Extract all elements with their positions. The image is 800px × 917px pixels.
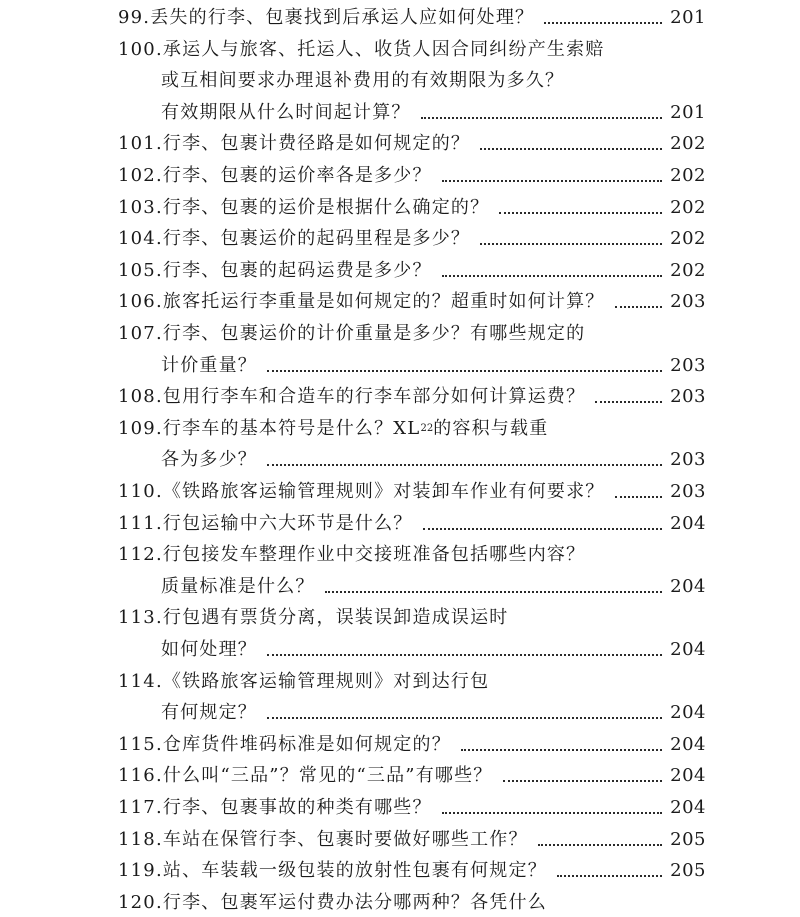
- entry-title: 包用行李车和合造车的行李车部分如何计算运费？: [162, 386, 586, 408]
- toc-entry: [118, 508, 706, 536]
- entry-number: 120.: [118, 891, 163, 913]
- toc-entry: [118, 223, 706, 251]
- entry-title: 行包运输中六大环节是什么？: [162, 512, 413, 534]
- toc-entry: [118, 760, 706, 788]
- entry-number: 117.: [118, 797, 163, 818]
- entry-title: 质量标准是什么？: [161, 575, 315, 597]
- entry-title: 《铁路旅客运输管理规则》对到达行包: [162, 670, 490, 692]
- toc-entry: [118, 476, 706, 504]
- entry-title: 行李、包裹的运价率各是多少？: [162, 165, 432, 186]
- entry-title-rest: 的容积与载重: [433, 417, 549, 439]
- toc-entry: [118, 2, 706, 30]
- toc-entry: [118, 887, 706, 915]
- page-number: 203: [670, 291, 706, 313]
- toc-entry: [118, 381, 706, 409]
- toc-entry: [118, 318, 706, 346]
- toc-entry-continuation: [161, 571, 706, 599]
- toc-entry: [118, 855, 706, 883]
- entry-title: 什么叫“三品”？常见的“三品”有哪些？: [162, 765, 493, 787]
- entry-number: 101.: [118, 133, 163, 155]
- dot-leader: [267, 716, 662, 719]
- page-number: 204: [670, 765, 706, 787]
- page-number: 203: [670, 386, 706, 408]
- entry-number: 114.: [118, 670, 163, 692]
- dot-leader: [267, 653, 662, 656]
- toc-entry-continuation: [161, 350, 706, 378]
- entry-number: 119.: [118, 860, 163, 882]
- entry-title: 行李、包裹计费径路是如何规定的？: [162, 133, 471, 155]
- page-number: 202: [670, 259, 706, 281]
- toc-entry: [118, 666, 706, 694]
- entry-title: 行李、包裹军运付费办法分哪两种？各凭什么: [162, 891, 547, 913]
- dot-leader: [267, 369, 662, 372]
- entry-number: 103.: [118, 196, 163, 218]
- toc-entry-continuation: [161, 697, 706, 725]
- page-number: 203: [670, 449, 706, 471]
- page-number: 203: [670, 481, 706, 502]
- toc-entry: [118, 729, 706, 757]
- entry-title: 行李、包裹运价的计价重量是多少？有哪些规定的: [162, 323, 586, 344]
- entry-number: 100.: [118, 38, 163, 60]
- page-number: 202: [670, 165, 706, 186]
- entry-number: 112.: [118, 544, 163, 566]
- subscript: 22: [420, 422, 434, 434]
- toc-entry: [118, 128, 706, 156]
- entry-title: 如何处理？: [161, 639, 257, 660]
- dot-leader: [480, 147, 662, 150]
- dot-leader: [557, 874, 662, 877]
- entry-title: 承运人与旅客、托运人、收货人因合同纠纷产生索赔: [162, 38, 605, 60]
- page-number: 204: [670, 733, 706, 755]
- entry-title: 行包接发车整理作业中交接班准备包括哪些内容？: [162, 544, 586, 566]
- toc-entry: [118, 286, 706, 314]
- entry-number: 113.: [118, 607, 163, 629]
- entry-number: 118.: [118, 828, 163, 850]
- dot-leader: [615, 495, 663, 498]
- dot-leader: [538, 843, 662, 846]
- dot-leader: [423, 527, 663, 530]
- entry-title: 站、车装载一级包装的放射性包裹有何规定？: [162, 860, 547, 882]
- page-number: 202: [670, 196, 706, 218]
- entry-title: 行李、包裹的运价是根据什么确定的？: [162, 196, 490, 218]
- dot-leader: [461, 748, 662, 751]
- toc-entry: [118, 34, 706, 62]
- entry-number: 105.: [118, 259, 163, 281]
- entry-title: 丢失的行李、包裹找到后承运人应如何处理？: [150, 7, 535, 28]
- page-number: 204: [670, 512, 706, 534]
- toc-entry-continuation: [161, 65, 706, 93]
- page-number: 204: [670, 702, 706, 724]
- toc-entry: [118, 792, 706, 820]
- toc-entry: [118, 824, 706, 852]
- entry-title: 旅客托运行李重量是如何规定的？超重时如何计算？: [162, 291, 605, 313]
- entry-title: 有效期限从什么时间起计算？: [161, 101, 411, 123]
- entry-number: 109.: [118, 417, 163, 439]
- dot-leader: [503, 779, 663, 782]
- dot-leader: [615, 305, 663, 308]
- entry-title: 或互相间要求办理退补费用的有效期限为多久？: [161, 70, 565, 92]
- page-number: 205: [670, 828, 706, 850]
- entry-title: 行李、包裹事故的种类有哪些？: [162, 797, 432, 818]
- dot-leader: [544, 21, 662, 24]
- entry-number: 106.: [118, 291, 163, 313]
- dot-leader: [442, 179, 662, 182]
- dot-leader: [442, 811, 662, 814]
- dot-leader: [499, 211, 662, 214]
- page-number: 204: [670, 575, 706, 597]
- page-number: 204: [670, 639, 706, 660]
- toc-entry: [118, 192, 706, 220]
- page-number: 204: [670, 797, 706, 818]
- entry-title: 车站在保管行李、包裹时要做好哪些工作？: [162, 828, 528, 850]
- dot-leader: [480, 242, 662, 245]
- entry-title: 各为多少？: [161, 449, 257, 471]
- dot-leader: [421, 116, 663, 119]
- toc-entry-continuation: [161, 634, 706, 662]
- entry-number: 110.: [118, 481, 163, 502]
- toc-entry: [118, 255, 706, 283]
- dot-leader: [325, 590, 663, 593]
- dot-leader: [442, 274, 662, 277]
- entry-title: 行包遇有票货分离，误装误卸造成误运时: [162, 607, 509, 629]
- entry-number: 115.: [118, 733, 163, 755]
- entry-title: 计价重量？: [161, 354, 257, 376]
- page-number: 202: [670, 133, 706, 155]
- toc-entry: [118, 602, 706, 630]
- page-number: 201: [670, 7, 706, 28]
- page-number: 203: [670, 354, 706, 376]
- entry-title: 行李、包裹运价的起码里程是多少？: [162, 228, 471, 250]
- toc-entry-continuation: [161, 444, 706, 472]
- entry-number: 111.: [118, 512, 163, 534]
- page-number: 201: [670, 101, 706, 123]
- entry-title: 行李、包裹的起码运费是多少？: [162, 259, 432, 281]
- dot-leader: [595, 400, 662, 403]
- toc-entry: [118, 160, 706, 188]
- entry-number: 116.: [118, 765, 163, 787]
- entry-title: 仓库货件堆码标准是如何规定的？: [162, 733, 451, 755]
- toc-entry-continuation: [161, 97, 706, 125]
- entry-number: 108.: [118, 386, 163, 408]
- entry-number: 99.: [118, 7, 151, 28]
- toc-entry: [118, 539, 706, 567]
- dot-leader: [267, 463, 662, 466]
- entry-number: 104.: [118, 228, 163, 250]
- entry-title: 行李车的基本符号是什么？XL: [162, 417, 421, 439]
- entry-title: 《铁路旅客运输管理规则》对装卸车作业有何要求？: [162, 481, 605, 502]
- entry-number: 102.: [118, 165, 163, 186]
- page-number: 202: [670, 228, 706, 250]
- entry-title: 有何规定？: [161, 702, 257, 724]
- toc-entry: [118, 413, 706, 441]
- entry-number: 107.: [118, 323, 163, 344]
- page-number: 205: [670, 860, 706, 882]
